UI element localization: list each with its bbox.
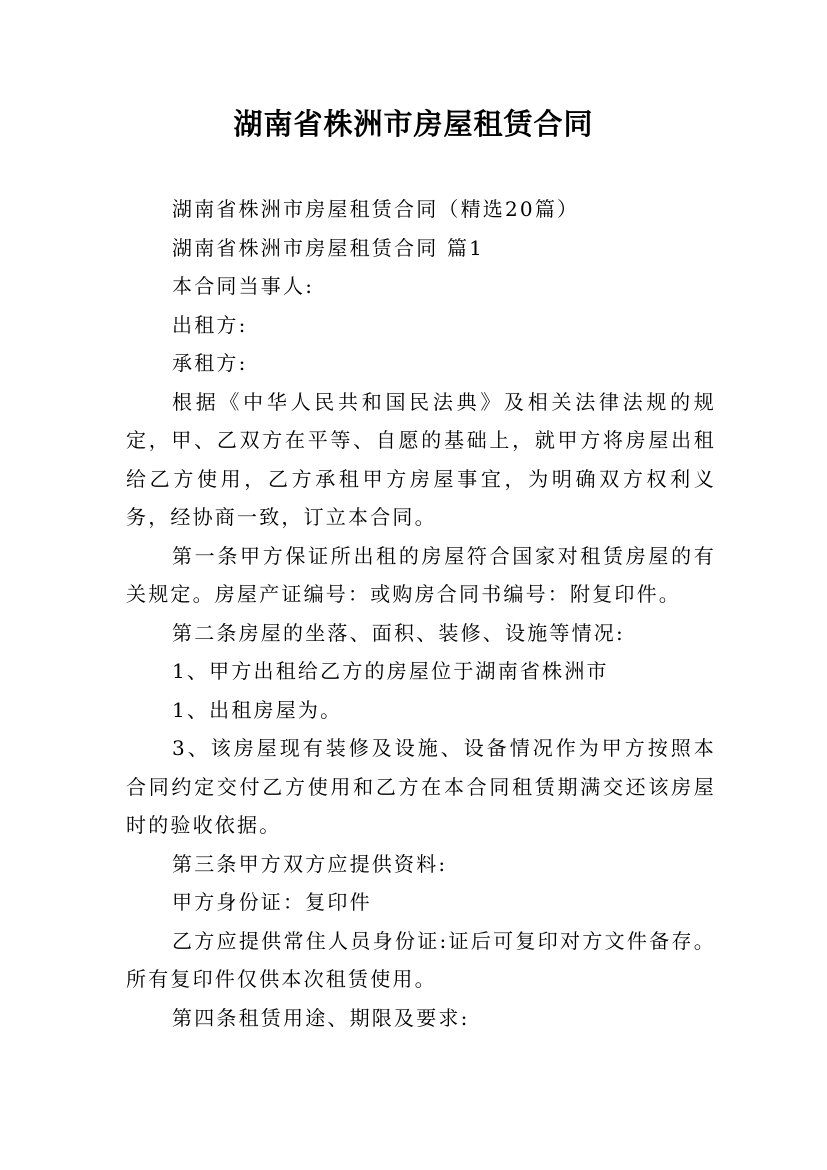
paragraph-article-2-item-1: 1、甲方出租给乙方的房屋位于湖南省株洲市 [172,659,609,683]
paragraph-parties: 本合同当事人: [172,274,315,298]
paragraph-article-4: 第四条租赁用途、期限及要求: [172,1005,470,1030]
paragraph-lessor: 出租方: [172,312,248,337]
paragraph-lessee: 承租方: [172,351,248,375]
paragraph-article-3-lessor-id: 甲方身份证：复印件 [172,890,372,914]
paragraph-section-heading: 湖南省株洲市房屋租赁合同 篇1 [172,235,485,260]
paragraph-subtitle: 湖南省株洲市房屋租赁合同（精选20篇） [172,197,580,221]
paragraph-article-1: 第一条甲方保证所出租的房屋符合国家对租赁房屋的有关规定。房屋产证编号：或购房合同书编号：附复印件。 [126,543,716,606]
paragraph-article-3-lessee-id: 乙方应提供常住人员身份证:证后可复印对方文件备存。所有复印件仅供本次租赁使用。 [126,928,716,991]
paragraph-preamble: 根据《中华人民共和国民法典》及相关法律法规的规定，甲、乙双方在平等、自愿的基础上，就甲方将房屋出租给乙方使用，乙方承租甲方房屋事宜，为明确双方权利义务，经协商一致，订立本合同。 [126,389,716,529]
paragraph-article-3: 第三条甲方双方应提供资料: [172,851,448,876]
paragraph-article-2: 第二条房屋的坐落、面积、装修、设施等情况: [172,620,625,645]
paragraph-article-2-item-2: 1、出租房屋为。 [172,697,343,722]
paragraph-article-2-item-3: 3、该房屋现有装修及设施、设备情况作为甲方按照本合同约定交付乙方使用和乙方在本合同租赁期满交还该房屋时的验收依据。 [126,736,716,837]
document-title: 湖南省株洲市房屋租赁合同 [233,107,594,141]
document-body [126,190,716,1037]
